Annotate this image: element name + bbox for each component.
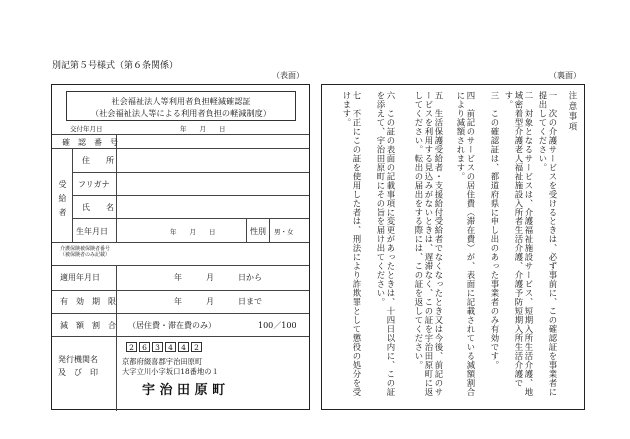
reduction-note: （居住費・滞在費のみ） bbox=[128, 321, 216, 330]
address-label: 住 所 bbox=[82, 156, 114, 165]
divider bbox=[116, 134, 117, 242]
reduction-rate-label: 減 額 割 合 bbox=[60, 321, 116, 330]
furigana-label: フリガナ bbox=[78, 180, 110, 189]
issuer-name: 宇 治 田 原 町 bbox=[142, 383, 226, 398]
divider bbox=[52, 242, 309, 243]
divider bbox=[52, 336, 309, 337]
insured-number-label-line1: 介護保険被保険者番号 bbox=[60, 246, 111, 252]
divider bbox=[52, 148, 309, 149]
issuer-code-digit: 2 bbox=[126, 342, 137, 352]
divider bbox=[246, 218, 247, 242]
card-title-line2: （社会福祉法人等による利用者負担の軽減制度） bbox=[90, 108, 272, 118]
issuer-label-line1: 発行機関名 bbox=[58, 355, 98, 364]
issue-date-label: 交付年月日 bbox=[70, 125, 103, 133]
reduction-rate-value: 100／100 bbox=[258, 321, 297, 330]
card-title-line1: 社会福祉法人等利用者負担軽減確認証 bbox=[111, 96, 251, 106]
issuer-code-digit: 3 bbox=[152, 342, 163, 352]
notes-title: 注意事項 bbox=[568, 91, 578, 133]
divider bbox=[72, 172, 309, 173]
issuer-address-line1: 京都府綴喜郡宇治田原町 bbox=[122, 357, 203, 366]
birth-date-value: 年 月 日 bbox=[170, 228, 216, 236]
back-side-label: （裏面） bbox=[549, 71, 581, 80]
name-label: 氏 名 bbox=[82, 203, 114, 212]
notes-item-3: 三 この確認証は、都道府県に申し出のあった事業者のみ有効です。 bbox=[490, 91, 500, 370]
insured-number-label bbox=[60, 246, 110, 258]
valid-until-value: 年 月 日まで bbox=[174, 297, 262, 306]
issuer-label-line2: 及 び 印 bbox=[58, 368, 98, 377]
issuer-address-line2: 大字立川小字坂口18番地の１ bbox=[122, 367, 219, 376]
issuer-code-digit: 6 bbox=[139, 342, 150, 352]
notes-item-5: 五 生活保護受給者・支援給付受給者でなくなったとき又は今後、前記のサービスを利用する見込みがないときは、遅滞なく、この証を宇治田原町に返してください。転出の届出をする際には、この証を返してください。 bbox=[414, 91, 444, 397]
notes-item-4: 四 前記のサービスの居住費（滞在費）が、表面に記載されている減額割合により減額されます。 bbox=[456, 91, 476, 397]
issuer-code-digit: 4 bbox=[178, 342, 189, 352]
issuer-code-boxes bbox=[126, 341, 206, 354]
applicable-date-value: 年 月 日から bbox=[174, 273, 262, 282]
issuer-label bbox=[58, 353, 98, 379]
confirm-number-label: 確 認 番 号 bbox=[62, 138, 118, 147]
notes-item-2: 二 対象となるサービスは、介護福祉施設サービス、短期入所生活介護、地域密着型介護老人福祉施設入所者生活介護、介護予防短期入所生活介護です。 bbox=[504, 91, 534, 397]
recipient-label: 受給者 bbox=[58, 180, 67, 222]
divider bbox=[52, 265, 309, 266]
divider bbox=[72, 195, 309, 196]
notes-item-7: 七 不正にこの証を使用した者は、刑法により詐欺罪として懲役の処分を受けます。 bbox=[342, 91, 362, 397]
issuer-code-digit: 4 bbox=[165, 342, 176, 352]
birth-date-label: 生年月日 bbox=[76, 227, 108, 236]
valid-until-label: 有 効 期 限 bbox=[60, 297, 116, 306]
card-title bbox=[66, 91, 296, 121]
front-card bbox=[51, 84, 310, 410]
divider bbox=[52, 313, 309, 314]
gender-label: 性別 bbox=[250, 227, 266, 236]
gender-value: 男・女 bbox=[274, 228, 294, 236]
divider bbox=[52, 134, 309, 135]
divider bbox=[269, 218, 270, 242]
divider bbox=[116, 265, 117, 411]
divider bbox=[52, 290, 309, 291]
back-card bbox=[321, 84, 585, 410]
divider bbox=[72, 148, 73, 242]
insured-number-label-line2: （被保険者のみ記載） bbox=[60, 252, 111, 258]
form-number-heading: 別記第５号様式（第６条関係） bbox=[52, 61, 179, 71]
divider bbox=[72, 218, 309, 219]
issuer-code-digit: 2 bbox=[191, 342, 202, 352]
applicable-date-label: 適用年月日 bbox=[60, 273, 100, 282]
issue-date-value: 年 月 日 bbox=[180, 125, 226, 133]
front-side-label: （表面） bbox=[272, 71, 304, 80]
notes-item-6: 六 この証の表面の記載事項に変更があったときは、十四日以内に、この証を添えて、宇治田原町にその旨を届け出てください。 bbox=[376, 91, 396, 397]
notes-item-1: 一 次の介護サービスを受けるときは、必ず事前に、この確認証を事業者に提出してください。 bbox=[538, 91, 558, 397]
